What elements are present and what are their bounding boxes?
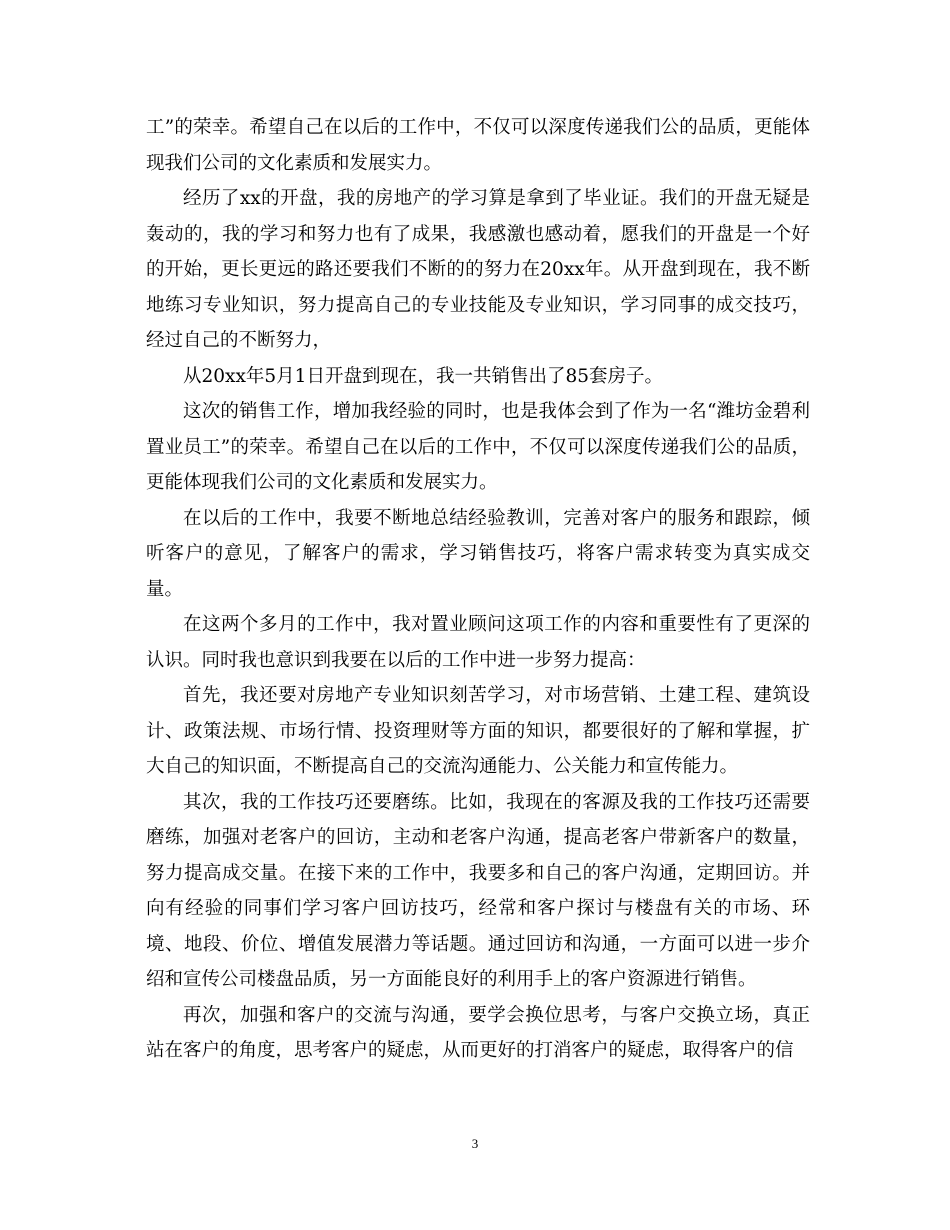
page-number: 3 — [471, 1136, 479, 1151]
body-text — [146, 110, 810, 1069]
paragraph-continuation: 工”的荣幸。希望自己在以后的工作中，不仅可以深度传递我们公的品质，更能体现我们公司的文化素质和发展实力。 — [146, 117, 810, 174]
paragraph-third: 再次，加强和客户的交流与沟通，要学会换位思考，与客户交换立场，真正站在客户的角度，思考客户的疑虑，从而更好的打消客户的疑虑，取得客户的信 — [146, 1004, 810, 1061]
paragraph-sales-work: 这次的销售工作，增加我经验的同时，也是我体会到了作为一名“潍坊金碧利置业员工”的荣幸。希望自己在以后的工作中，不仅可以深度传递我们公的品质，更能体现我们公司的文化素质和发展实力。 — [146, 401, 810, 493]
paragraph-future-work: 在以后的工作中，我要不断地总结经验教训，完善对客户的服务和跟踪，倾听客户的意见，了解客户的需求，学习销售技巧，将客户需求转变为真实成交量。 — [146, 507, 810, 600]
paragraph-sales-count: 从20xx年5月1日开盘到现在，我一共销售出了85套房子。 — [183, 365, 663, 387]
paragraph-two-months: 在这两个多月的工作中，我对置业顾问这项工作的内容和重要性有了更深的认识。同时我也意识到我要在以后的工作中进一步努力提高： — [146, 614, 810, 671]
paragraph-second: 其次，我的工作技巧还要磨练。比如，我现在的客源及我的工作技巧还需要磨练，加强对老客户的回访，主动和老客户沟通，提高老客户带新客户的数量，努力提高成交量。在接下来的工作中，我要多和自己的客户沟通，定期回访。并向有经验的同事们学习客户回访技巧，经常和客户探讨与楼盘有关的市场、环境、地段、价位、增值发展潜力等话题。通过回访和沟通，一方面可以进一步介绍和宣传公司楼盘品质，另一方面能良好的利用手上的客户资源进行销售。 — [146, 791, 810, 990]
paragraph-first: 首先，我还要对房地产专业知识刻苦学习，对市场营销、土建工程、建筑设计、政策法规、市场行情、投资理财等方面的知识，都要很好的了解和掌握，扩大自己的知识面，不断提高自己的交流沟通能力、公关能力和宣传能力。 — [146, 685, 810, 777]
paragraph-opening-experience: 经历了xx的开盘，我的房地产的学习算是拿到了毕业证。我们的开盘无疑是轰动的，我的学习和努力也有了成果，我感激也感动着，愿我们的开盘是一个好的开始，更长更远的路还要我们不断的的努力在20xx年。从开盘到现在，我不断地练习专业知识，努力提高自己的专业技能及专业知识，学习同事的成交技巧，经过自己的不断努力， — [146, 188, 810, 351]
